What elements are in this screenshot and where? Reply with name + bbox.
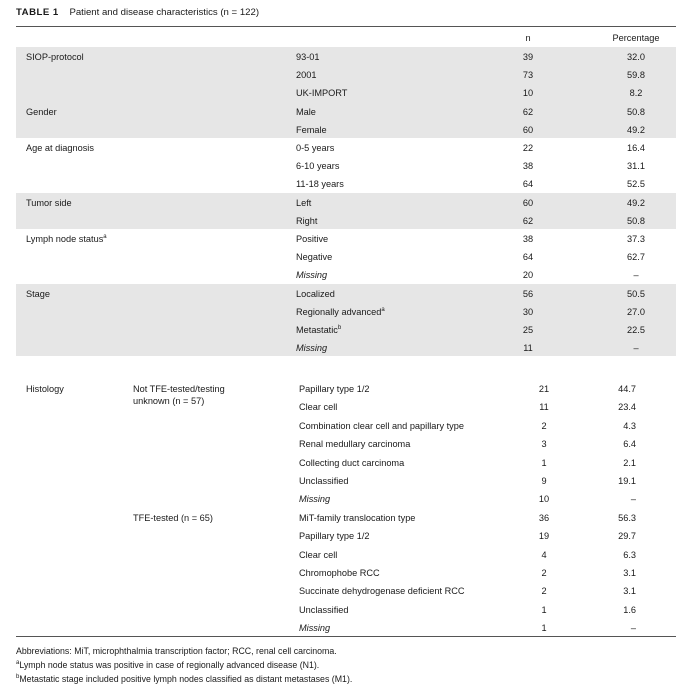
row-percentage: 62.7 — [627, 252, 645, 263]
histology-n: 21 — [538, 384, 550, 394]
row-n: 20 — [522, 270, 534, 281]
row-category: Right — [296, 215, 318, 226]
row-category: Positive — [296, 234, 329, 244]
not-tested-label-1: Not TFE-tested/testing — [133, 384, 225, 394]
header-percentage: Percentage — [612, 33, 660, 43]
row-category: 93-01 — [296, 52, 320, 62]
row-n: 30 — [522, 306, 534, 317]
row-category: Localized — [296, 288, 335, 299]
histology-category: Papillary type 1/2 — [299, 384, 370, 394]
histology-n: 19 — [538, 531, 550, 542]
row-percentage: 49.2 — [627, 124, 645, 135]
not-tested-label-2: unknown (n = 57) — [133, 396, 205, 406]
row-category: Missing — [296, 270, 328, 281]
histology-percentage: 6.3 — [623, 549, 636, 560]
row-category: Left — [296, 197, 312, 208]
histology-percentage: 1.6 — [623, 604, 636, 615]
row-category: Regionally advanced$^a$ — [296, 306, 385, 317]
group-shading — [16, 193, 676, 229]
histology-category: Renal medullary carcinoma — [299, 439, 411, 450]
row-percentage: 52.5 — [627, 179, 645, 190]
histology-percentage: 3.1 — [623, 586, 636, 597]
row-percentage: – — [633, 270, 639, 281]
row-n: 11 — [523, 343, 533, 354]
row-category: UK-IMPORT — [296, 88, 348, 99]
row-percentage: – — [633, 343, 639, 354]
row-percentage: 8.2 — [629, 88, 643, 99]
row-n: 60 — [522, 197, 534, 208]
histology-n: 1 — [541, 623, 547, 634]
histology-n: 3 — [541, 439, 547, 450]
row-category: 0-5 years — [296, 143, 335, 153]
row-category: Negative — [296, 252, 333, 263]
row-percentage: 59.8 — [627, 70, 645, 81]
footnote-abbreviations: Abbreviations: MiT, microphthalmia transcription factor; RCC, renal cell carcinoma. — [16, 646, 337, 656]
row-percentage: 22.5 — [627, 325, 645, 335]
row-category: Metastatic$^b$ — [296, 325, 342, 335]
histology-category: Missing — [299, 623, 331, 634]
histology-n: 10 — [538, 494, 550, 505]
histology-percentage: 23.4 — [618, 402, 636, 413]
row-n: 56 — [522, 288, 534, 299]
group-label: SIOP-protocol — [26, 52, 84, 62]
histology-category: Clear cell — [299, 402, 338, 413]
histology-percentage: 6.4 — [623, 439, 636, 450]
row-category: Female — [296, 124, 327, 135]
row-n: 38 — [522, 161, 534, 172]
footnote-a: $^a$Lymph node status was positive in case of regionally advanced disease (N1). — [16, 660, 320, 670]
tested-label: TFE-tested (n = 65) — [133, 512, 213, 523]
group-label: Stage — [26, 288, 51, 299]
row-category: 11-18 years — [296, 179, 344, 190]
group-shading — [16, 102, 676, 138]
histology-category: Combination clear cell and papillary type — [299, 420, 464, 431]
row-category: Missing — [296, 343, 328, 354]
group-label: Age at diagnosis — [26, 143, 94, 153]
histology-n: 11 — [539, 402, 549, 413]
table-caption — [16, 7, 259, 18]
histology-n: 2 — [541, 586, 547, 597]
bottom-rule — [16, 636, 676, 637]
row-percentage: 16.4 — [627, 143, 645, 153]
row-n: 62 — [522, 106, 534, 117]
histology-n: 1 — [541, 604, 547, 615]
row-n: 64 — [522, 179, 534, 190]
row-percentage: 27.0 — [627, 306, 645, 317]
histology-n: 2 — [541, 568, 547, 578]
group-label: Gender — [26, 106, 57, 117]
histology-category: Missing — [299, 494, 331, 505]
row-category: 2001 — [296, 70, 317, 81]
histology-percentage: 4.3 — [623, 420, 636, 431]
histology-percentage: 29.7 — [618, 531, 636, 542]
row-n: 25 — [522, 325, 534, 335]
histology-category: Clear cell — [299, 549, 338, 560]
row-n: 64 — [522, 252, 534, 263]
footnote-b: $^b$Metastatic stage included positive lymph nodes classified as distant metastases (M1). — [16, 674, 353, 684]
histology-percentage: 3.1 — [623, 568, 636, 578]
row-n: 38 — [522, 234, 534, 244]
table-label: TABLE 1 — [16, 7, 59, 18]
row-category: 6-10 years — [296, 161, 340, 172]
row-percentage: 31.1 — [627, 161, 645, 172]
header-n: n — [525, 33, 531, 43]
histology-percentage: 44.7 — [618, 384, 636, 394]
histology-n: 2 — [541, 420, 547, 431]
histology-category: Chromophobe RCC — [299, 568, 380, 578]
row-percentage: 32.0 — [627, 52, 645, 62]
row-n: 22 — [522, 143, 534, 153]
histology-n: 1 — [541, 457, 547, 468]
histology-category: MiT-family translocation type — [299, 512, 416, 523]
row-percentage: 37.3 — [627, 234, 645, 244]
row-n: 39 — [522, 52, 534, 62]
histology-n: 4 — [541, 549, 547, 560]
group-label: Tumor side — [26, 197, 72, 208]
row-percentage: 49.2 — [627, 197, 645, 208]
row-percentage: 50.8 — [627, 215, 645, 226]
histology-label: Histology — [26, 384, 64, 394]
row-percentage: 50.8 — [627, 106, 645, 117]
histology-category: Collecting duct carcinoma — [299, 457, 405, 468]
histology-percentage: – — [630, 623, 636, 634]
histology-n: 9 — [541, 476, 547, 486]
histology-category: Unclassified — [299, 604, 349, 615]
table-title: Patient and disease characteristics (n = 122) — [69, 7, 260, 18]
histology-percentage: – — [630, 494, 636, 505]
row-n: 10 — [522, 88, 534, 99]
histology-percentage: 56.3 — [618, 512, 636, 523]
row-percentage: 50.5 — [627, 288, 645, 299]
histology-category: Succinate dehydrogenase deficient RCC — [299, 586, 465, 597]
histology-percentage: 2.1 — [623, 457, 636, 468]
histology-percentage: 19.1 — [618, 476, 636, 486]
row-n: 62 — [522, 215, 534, 226]
row-category: Male — [296, 106, 316, 117]
footnotes — [16, 644, 352, 686]
group-shading — [16, 284, 676, 357]
group-label: Lymph node status$^a$ — [26, 234, 107, 244]
row-n: 60 — [522, 124, 534, 135]
row-n: 73 — [522, 70, 534, 81]
histology-category: Unclassified — [299, 476, 349, 486]
top-rule — [16, 26, 676, 27]
histology-n: 36 — [538, 512, 550, 523]
histology-category: Papillary type 1/2 — [299, 531, 370, 542]
